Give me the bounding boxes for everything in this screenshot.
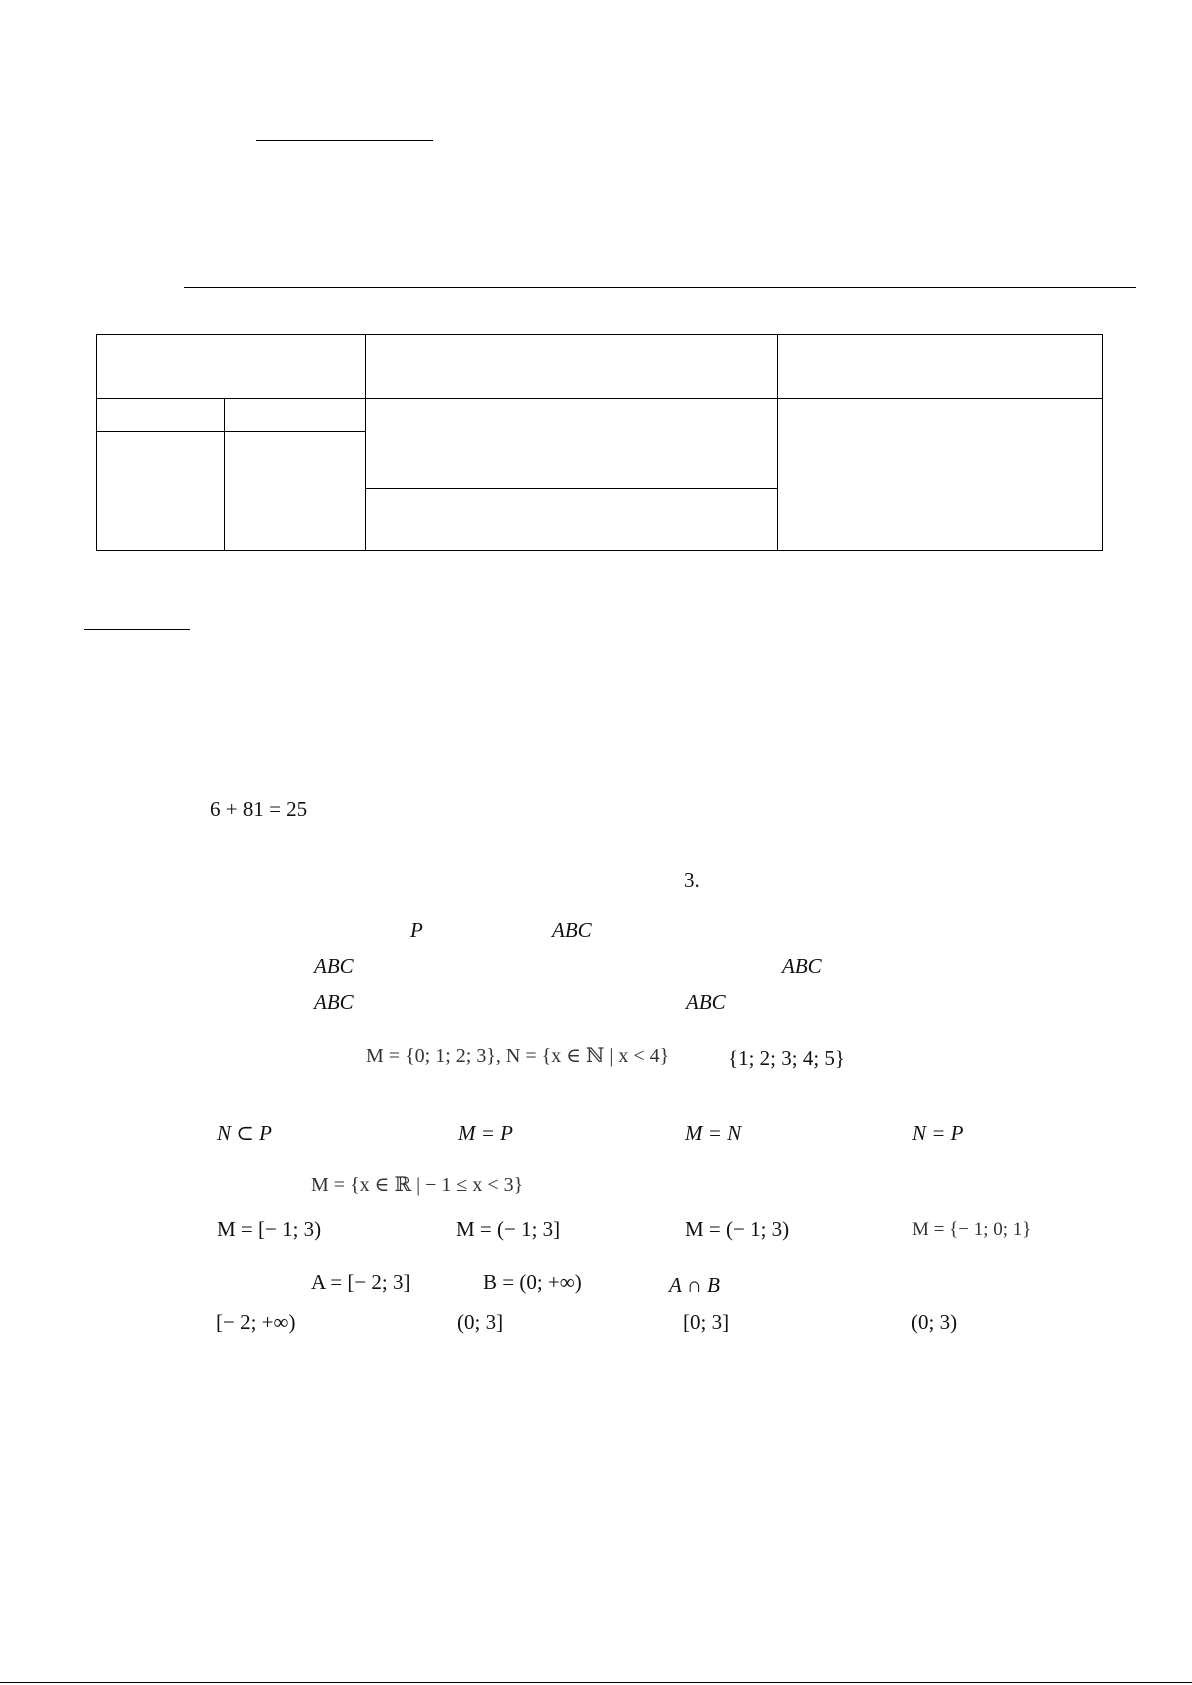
- answer-option-a[interactable]: M = [− 1; 3): [217, 1217, 322, 1241]
- triangle-label: ABC: [314, 954, 354, 978]
- answer-option-d[interactable]: (0; 3): [911, 1310, 958, 1334]
- info-table: [96, 334, 1103, 551]
- set-p-value: {1; 2; 3; 4; 5}: [728, 1046, 845, 1070]
- triangle-label: ABC: [314, 990, 354, 1014]
- triangle-label: ABC: [552, 918, 592, 942]
- answer-option-d[interactable]: M = {− 1; 0; 1}: [912, 1219, 1032, 1240]
- answer-option-c[interactable]: [0; 3]: [683, 1310, 730, 1334]
- set-a-definition: A = [− 2; 3]: [311, 1270, 411, 1294]
- info-cell-top-left: [97, 335, 366, 399]
- info-cell-middle-lower: [366, 489, 778, 551]
- page-bottom-rule: [0, 1682, 1192, 1683]
- intersection-label: A ∩ B: [669, 1273, 720, 1297]
- info-cell-top-middle: [366, 335, 778, 399]
- header-short-underline: [256, 140, 433, 141]
- answer-option-a[interactable]: [− 2; +∞): [216, 1310, 296, 1334]
- sets-definition: M = {0; 1; 2; 3}, N = {x ∈ ℕ | x < 4}: [366, 1045, 670, 1067]
- triangle-label: ABC: [782, 954, 822, 978]
- answer-option-b[interactable]: (0; 3]: [457, 1310, 504, 1334]
- info-cell-sub-left-a: [97, 399, 225, 432]
- answer-option-c[interactable]: M = (− 1; 3): [685, 1217, 790, 1241]
- info-cell-top-right: [778, 335, 1103, 399]
- answer-option-b[interactable]: M = P: [458, 1121, 513, 1145]
- section-underline: [84, 629, 190, 630]
- item-number: 3.: [684, 868, 700, 892]
- sets-definition: M = {x ∈ ℝ | − 1 ≤ x < 3}: [311, 1174, 524, 1196]
- intro-equation: 6 + 81 = 25: [210, 797, 308, 821]
- info-cell-middle-upper: [366, 399, 778, 489]
- info-cell-lower-left-b: [225, 432, 366, 551]
- header-long-rule: [184, 287, 1136, 288]
- answer-option-b[interactable]: M = (− 1; 3]: [456, 1217, 561, 1241]
- triangle-label: ABC: [686, 990, 726, 1014]
- info-cell-lower-left-a: [97, 432, 225, 551]
- info-cell-right-large: [778, 399, 1103, 551]
- set-b-definition: B = (0; +∞): [483, 1270, 582, 1294]
- answer-option-d[interactable]: N = P: [912, 1121, 964, 1145]
- answer-option-c[interactable]: M = N: [685, 1121, 742, 1145]
- answer-option-a[interactable]: N ⊂ P: [217, 1121, 272, 1145]
- info-cell-sub-left-b: [225, 399, 366, 432]
- point-label: P: [410, 918, 423, 942]
